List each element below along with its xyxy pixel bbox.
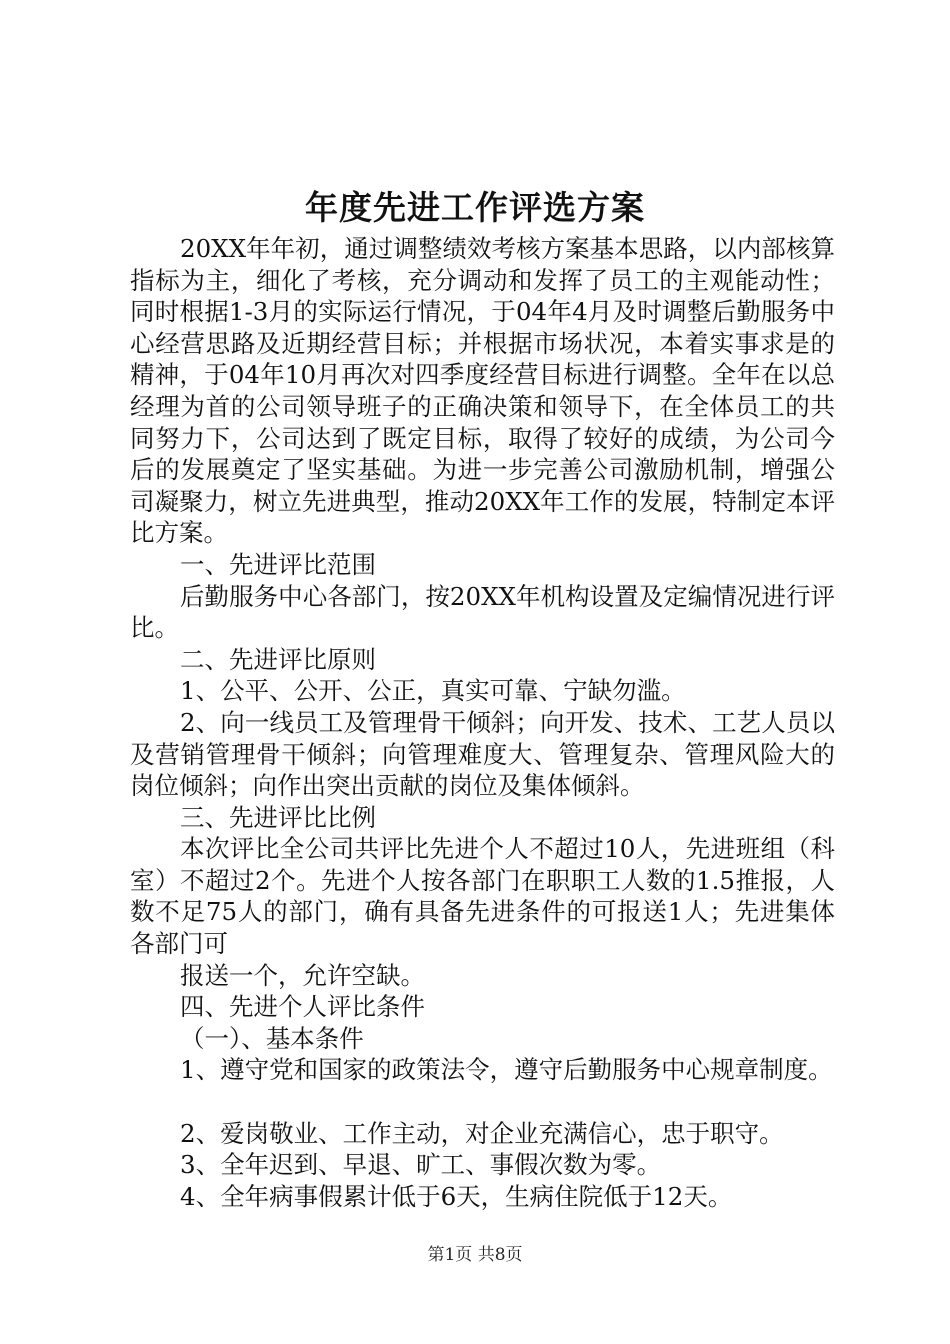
scope-paragraph: 后勤服务中心各部门，按20XX年机构设置及定编情况进行评比。 bbox=[130, 581, 835, 643]
principle-item: 1、公平、公开、公正，真实可靠、宁缺勿滥。 bbox=[180, 676, 686, 706]
blank-line bbox=[130, 1086, 835, 1118]
ratio-paragraph: 本次评比全公司共评比先进个人不超过10人，先进班组（科室）不超过2个。先进个人按各部门在职职工人数的1.5推报，人数不足75人的部门，确有具备先进条件的可报送1人；先进集体各部门可 bbox=[130, 834, 835, 959]
document-body bbox=[130, 233, 835, 1212]
condition-item: 3、全年迟到、早退、旷工、事假次数为零。 bbox=[180, 1150, 662, 1180]
section-heading-conditions: 四、先进个人评比条件 bbox=[180, 992, 425, 1022]
ratio-paragraph-continued: 报送一个，允许空缺。 bbox=[180, 960, 425, 990]
document-title: 年度先进工作评选方案 bbox=[305, 188, 645, 227]
page-footer: 第1页 共8页 bbox=[427, 1245, 523, 1265]
section-heading-principles: 二、先进评比原则 bbox=[180, 644, 376, 674]
principle-item: 2、向一线员工及管理骨干倾斜；向开发、技术、工艺人员以及营销管理骨干倾斜；向管理难度大、管理复杂、管理风险大的岗位倾斜；向作出突出贡献的岗位及集体倾斜。 bbox=[130, 707, 835, 801]
section-heading-ratio: 三、先进评比比例 bbox=[180, 802, 376, 832]
subsection-heading-basic: （一）、基本条件 bbox=[180, 1023, 364, 1053]
condition-item: 2、爱岗敬业、工作主动，对企业充满信心，忠于职守。 bbox=[180, 1118, 784, 1148]
condition-item: 1、遵守党和国家的政策法令，遵守后勤服务中心规章制度。 bbox=[180, 1055, 833, 1085]
condition-item: 4、全年病事假累计低于6天，生病住院低于12天。 bbox=[180, 1181, 733, 1211]
intro-paragraph: 20XX年年初，通过调整绩效考核方案基本思路，以内部核算指标为主，细化了考核，充分调动和发挥了员工的主观能动性；同时根据1-3月的实际运行情况，于04年4月及时调整后勤服务中心经营思路及近期经营目标；并根据市场状况，本着实事求是的精神，于04年10月再次对四季度经营目标进行调整。全年在以总经理为首的公司领导班子的正确决策和领导下，在全体员工的共同努力下，公司达到了既定目标，取得了较好的成绩，为公司今后的发展奠定了坚实基础。为进一步完善公司激励机制，增强公司凝聚力，树立先进典型，推动20XX年工作的发展，特制定本评比方案。 bbox=[130, 234, 835, 548]
section-heading-scope: 一、先进评比范围 bbox=[180, 549, 376, 579]
